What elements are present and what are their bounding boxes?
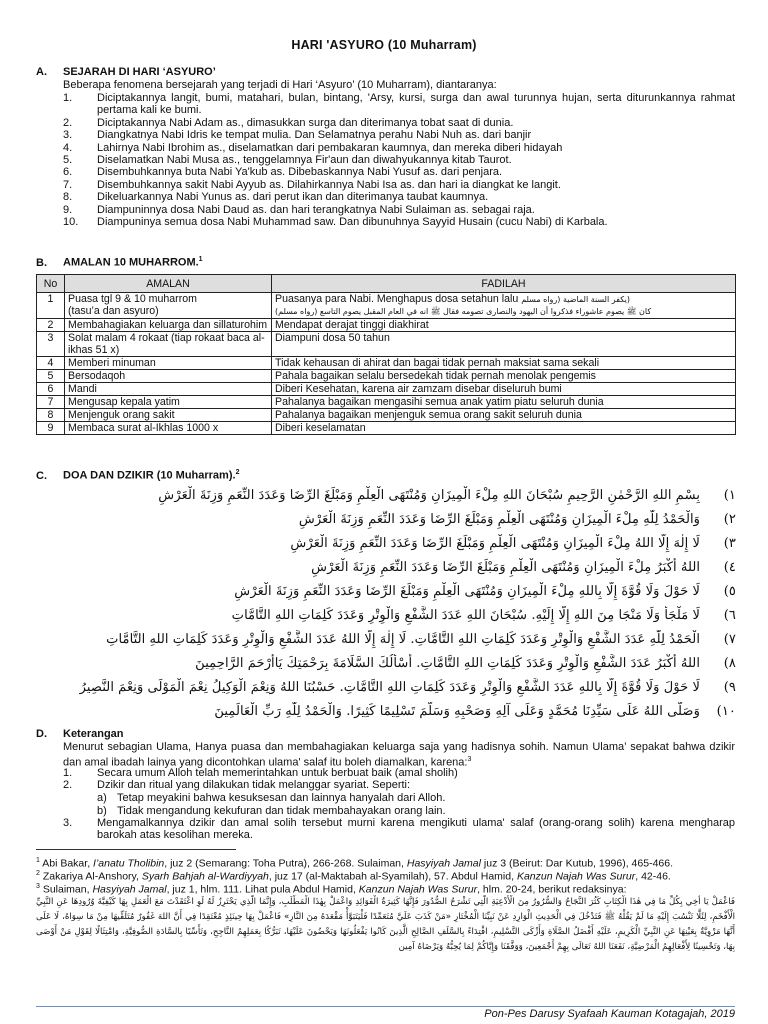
list-item: 8. Dikeluarkannya Nabi Yunus as. dari perut ikan dan diterimanya taubat kaumnya.	[63, 191, 489, 204]
table-row: 2 Membahagiakan keluarga dan sillaturohim Mendapat derajat tinggi diakhirat	[37, 319, 736, 332]
page-footer: Pon-Pes Darusy Syafaah Kauman Kotagajah, 2019	[484, 1008, 735, 1020]
footnote-ref: 1	[198, 256, 203, 263]
table-row: 7 Mengusap kepala yatim Pahalanya bagaikan mengasihi semua anak yatim piatu seluruh dunia	[37, 396, 736, 409]
list-item: 3. Diangkatnya Nabi Idris ke tempat mulia. Dan Selamatnya perahu Nabi Nuh as. dari banjir	[63, 129, 532, 142]
table-row: 9 Membaca surat al-Ikhlas 1000 x Diberi keselamatan	[37, 422, 736, 435]
col-header-fadilah: FADILAH	[272, 275, 736, 293]
keterangan-list-cont	[63, 817, 735, 842]
footnote-divider	[36, 849, 236, 850]
section-letter: B.	[36, 256, 47, 269]
section-letter: C.	[36, 469, 47, 482]
section-a-intro: Beberapa fenomena bersejarah yang terjadi di Hari ‘Asyuro’ (10 Muharram), diantaranya:	[63, 79, 497, 91]
dzikir-line: ١)بِسْمِ اللهِ الرَّحْمٰنِ الرَّحِيمِ سُبْحَانَ اللهِ مِلْءَ الْمِيزَانِ وَمُنْتَهَى الْعِلْمِ وَمَبْلَغَ الرِّضَا وَعَدَدَ النِّعَمِ وَزِنَةَ الْعَرْشِ	[158, 488, 736, 503]
amalan-table	[36, 274, 736, 435]
list-item: b) Tidak mengandung kekufuran dan tidak membahayakan orang lain.	[97, 804, 446, 817]
list-item: 2. Dzikir dan ritual yang dilakukan tidak melanggar syariat. Seperti:	[63, 779, 411, 792]
col-header-amalan: AMALAN	[65, 275, 272, 293]
table-row: 5 Bersodaqoh Pahala bagaikan selalu bersedekah tidak pernah menolak pengemis	[37, 370, 736, 383]
section-title: Keterangan	[63, 728, 124, 740]
table-header-row	[37, 275, 736, 293]
footer-divider	[36, 1006, 735, 1007]
dzikir-line: ٦)لَا مَلْجَأَ وَلَا مَنْجَا مِنَ اللهِ إِلَّا إِلَيْهِ. سُبْحَانَ اللهِ عَدَدَ الشَّفْعِ وَالْوِتْرِ وَعَدَدَ كَلِمَاتِ اللهِ التَّامَّاتِ	[231, 608, 736, 623]
list-item: 1. Secara umum Alloh telah memerintahkan untuk berbuat baik (amal sholih)	[63, 767, 458, 779]
table-row: 4 Memberi minuman Tidak kehausan di ahirat dan bagai tidak pernah maksiat sama sekali	[37, 357, 736, 370]
section-d-heading	[36, 728, 124, 740]
dzikir-line: ٨)اللهُ أَكْبَرُ عَدَدَ الشَّفْعِ وَالْوِتْرِ وَعَدَدَ كَلِمَاتِ اللهِ التَّامَّاتِ. أَسْأَلُكَ السَّلَامَةَ بِرَحْمَتِكَ يَاأَرْحَمَ الرَّاحِمِينَ	[195, 656, 736, 671]
list-item: 3. Mengamalkannya dzikir dan amal solih tersebut murni karena mengikuti ulama' salaf (orang-orang solih) karena mengharap barokah atas kesolihan mereka.	[63, 817, 735, 842]
list-item: 1. Diciptakannya langit, bumi, matahari, bulan, bintang, 'Arsy, kursi, surga dan awal turunnya hujan, serta diturunkannya rahmat pertama kali ke bumi.	[63, 92, 735, 117]
section-a-heading	[36, 66, 216, 78]
list-item: 10. Diampuninya semua dosa Nabi Muhammad saw. Dan dibunuhnya Sayyid Husain (cucu Nabi) di Karbala.	[63, 216, 608, 229]
page-title: HARI 'ASYURO (10 Muharram)	[291, 38, 477, 52]
dzikir-line: ٧)الْحَمْدُ لِلّٰهِ عَدَدَ الشَّفْعِ وَالْوِتْرِ وَعَدَدَ كَلِمَاتِ اللهِ التَّامَّاتِ. لَا إِلٰهَ إِلَّا اللهُ عَدَدَ الشَّفْعِ وَالْوِتْرِ وَعَدَدَ كَلِمَاتِ اللهِ التَّامَّاتِ	[106, 632, 736, 647]
section-title: DOA DAN DZIKIR (10 Muharram).	[63, 469, 236, 482]
list-item: 6. Disembuhkannya buta Nabi Ya'kub as. Dibebaskannya Nabi Yusuf as. dari penjara.	[63, 166, 503, 179]
dzikir-line: ٥)لَا حَوْلَ وَلَا قُوَّةَ إِلَّا بِاللهِ مِلْءَ الْمِيزَانِ وَمُنْتَهَى الْعِلْمِ وَمَبْلَغَ الرِّضَا وَعَدَدَ النِّعَمِ وَزِنَةَ الْعَرْشِ	[234, 584, 736, 599]
section-title: AMALAN 10 MUHARROM.	[63, 256, 199, 269]
col-header-no: No	[37, 275, 65, 293]
dzikir-line: ٩)لَا حَوْلَ وَلَا قُوَّةَ إِلَّا بِاللهِ عَدَدَ الشَّفْعِ وَالْوِتْرِ وَعَدَدَ كَلِمَاتِ اللهِ التَّامَّاتِ. حَسْبُنَا اللهُ وَنِعْمَ الْوَكِيلُ نِعْمَ الْمَوْلَى وَنِعْمَ النَّصِيرُ	[79, 680, 736, 695]
footnote-arabic-quote: فَاعْمَلْ يَا أَخِي بِكُلِّ مَا فِي هٰذَا الْكِتَابِ كَثُرَ النَّجَاحُ وَالسُّرُورُ مِنَ الْأَدْعِيَةِ الَّتِي تَشْرَحُ الصُّدُورَ فَإِنَّهَا كَثِيرَةُ الْفَوَائِدِ وَاعْمَلْ بِهٰذَا الْمَطْلَبِ، وَإِنَّمَا الَّذِي يَحْتَرِزُ لَهُ لَوِ اعْتَقَدْتَ مَعَ الْعَمَلِ بِهَا كَيْفِيَّةَ وُرُودِهَا عَنِ النَّبِيِّ الْأَفْخَمِ، لِئَلَّا تَنْسُبَ إِلَيْهِ مَا لَمْ يَقُلْهُ ﷺ فَتَدْخُلَ فِي الْحَدِيثِ الْوَارِدِ عَنْ نَبِيِّنَا الْمُخْتَارِ «مَنْ كَذَبَ عَلَيَّ مُتَعَمِّدًا فَلْيَتَبَوَّأْ مَقْعَدَهُ مِنَ النَّارِ» فَاعْمَلْ بِهَا حِينَئِذٍ مُعْتَقِدًا فِي أَنَّ اللهَ غَفُورٌ مُتَلَقِّيهَا مِنْ مَا سِوَاهُ، لَا عَلَى أَنَّهَا مَرْوِيَّةٌ بِعَيْنِهَا عَنِ النَّبِيِّ الْكَرِيمِ، عَلَيْهِ أَفْضَلُ الصَّلَاةِ وَأَزْكَى التَّسْلِيمِ، اقْتِدَاءً بِالسَّلَفِ الصَّالِحِ الَّذِينَ كَانُوا يَفْعَلُونَهَا وَيَحْضُونَ عَلَيْهَا، تَبَرُّكًا بِعَمَلِهِمُ النَّاجِحِ، وَتَأَسِّيًا بِالسَّادَةِ الصُّوفِيَّةِ، وَامْتِثَالًا لِقَوْلِ مَنْ أَوْصَى بِهَا، وَتَحْسِينًا لِأَفْعَالِهِمُ الْمَرْضِيَّةِ، نَفَعَنَا اللهُ تَعَالَى بِهِمْ أَجْمَعِينَ، وَوَفَّقَنَا وَإِيَّاكُمْ لِمَا يُحِبُّهُ وَيَرْضَاهُ آمِين	[36, 897, 735, 952]
table-row	[37, 293, 736, 319]
section-d-intro: Menurut sebagian Ulama, Hanya puasa dan membahagiakan keluarga saja yang hadisnya sohih. Namun Ulama’ sepakat bahwa dzikir dan amal ibadah lainya yang dicontohkan ulama' salaf itu boleh diamalkan, karena:$^3$	[63, 741, 735, 769]
section-b-heading	[36, 256, 203, 269]
table-row: 6 Mandi Diberi Kesehatan, karena air zamzam disebar diseluruh bumi	[37, 383, 736, 396]
list-item: 2. Diciptakannya Nabi Adam as., dimasukkan surga dan diterimanya tobat saat di dunia.	[63, 116, 514, 129]
section-letter: D.	[36, 728, 47, 740]
section-title: SEJARAH DI HARI ‘ASYURO’	[63, 66, 216, 78]
footnote-1: $^1$ Abi Bakar, I’anatu Tholibin, juz 2 (Semarang: Toha Putra), 266-268. Sulaiman, Hasyiyah Jamal juz 3 (Beirut: Dar Kutub, 1996), 465-466.	[36, 857, 674, 870]
table-row: 8 Menjenguk orang sakit Pahalanya bagaikan menjenguk semua orang sakit seluruh dunia	[37, 409, 736, 422]
history-list	[63, 92, 735, 228]
list-item: 4. Lahirnya Nabi Ibrohim as., diselamatkan dari pembakaran kaumnya, dan mereka diberi hidayah	[63, 141, 563, 154]
dzikir-line: ٣)لَا إِلٰهَ إِلَّا اللهُ مِلْءَ الْمِيزَانِ وَمُنْتَهَى الْعِلْمِ وَمَبْلَغَ الرِّضَا وَعَدَدَ النِّعَمِ وَزِنَةَ الْعَرْشِ	[290, 536, 736, 551]
list-item: a) Tetap meyakini bahwa kesuksesan dan lainnya hanyalah dari Alloh.	[97, 792, 446, 804]
footnote-2: $^2$ Zakariya Al-Anshory, Syarh Bahjah al-Wardiyyah, juz 17 (al-Maktabah al-Syamilah), 57. Abdul Hamid, Kanzun Najah Was Surur, 42-46.	[36, 870, 671, 883]
cell-fadilah: Puasanya para Nabi. Menghapus dosa setahun lalu (يكفر السنة الماضية (رواه مسلم كان ﷺ يصوم عاشوراء فذكروا أن اليهود والنصارى تصومه فقال ﷺ انه في العام المقبل يصوم التاسع (رواه مسلم)	[272, 293, 736, 319]
cell-no: 1	[37, 293, 65, 319]
keterangan-list	[63, 767, 735, 792]
dzikir-line: ٤)اللهُ أَكْبَرُ مِلْءَ الْمِيزَانِ وَمُنْتَهَى الْعِلْمِ وَمَبْلَغَ الرِّضَا وَعَدَدَ النِّعَمِ وَزِنَةَ الْعَرْشِ	[311, 560, 736, 575]
cell-amalan: Puasa tgl 9 & 10 muharrom (tasu’a dan asyuro)	[65, 293, 272, 319]
table-row: 3 Solat malam 4 rokaat (tiap rokaat baca al-ikhas 51 x) Diampuni dosa 50 tahun	[37, 332, 736, 357]
footnote-ref: 2	[235, 469, 240, 476]
dzikir-line: ١٠)وَصَلَّى اللهُ عَلَى سَيِّدِنَا مُحَمَّدٍ وَعَلَى آلِهِ وَصَحْبِهِ وَسَلَّمَ تَسْلِيمًا كَثِيرًا. وَالْحَمْدُ لِلّٰهِ رَبِّ الْعَالَمِينَ	[214, 704, 736, 719]
section-c-heading	[36, 469, 239, 482]
dzikir-line: ٢)وَالْحَمْدُ لِلّٰهِ مِلْءَ الْمِيزَانِ وَمُنْتَهَى الْعِلْمِ وَمَبْلَغَ الرِّضَا وَعَدَدَ النِّعَمِ وَزِنَةَ الْعَرْشِ	[298, 512, 736, 527]
list-item: 5. Diselamatkan Nabi Musa as., tenggelamnya Fir'aun dan diwahyukannya kitab Taurot.	[63, 154, 512, 167]
footnote-3: $^3$ Sulaiman, Hasyiyah Jamal, juz 1, hlm. 111. Lihat pula Abdul Hamid, Kanzun Najah Was Surur, hlm. 20-24, berikut redaksinya:	[36, 883, 627, 896]
list-item: 7. Disembuhkannya sakit Nabi Ayyub as. Dilahirkannya Nabi Isa as. dan hari ia diangkat ke langit.	[63, 178, 561, 191]
keterangan-sublist	[97, 792, 735, 817]
section-letter: A.	[36, 66, 47, 78]
footnote-ref: 3	[467, 755, 472, 763]
list-item: 9. Diampuninnya dosa Nabi Daud as. dan hari terangkatnya Nabi Sulaiman as. sebagai raja.	[63, 203, 535, 216]
